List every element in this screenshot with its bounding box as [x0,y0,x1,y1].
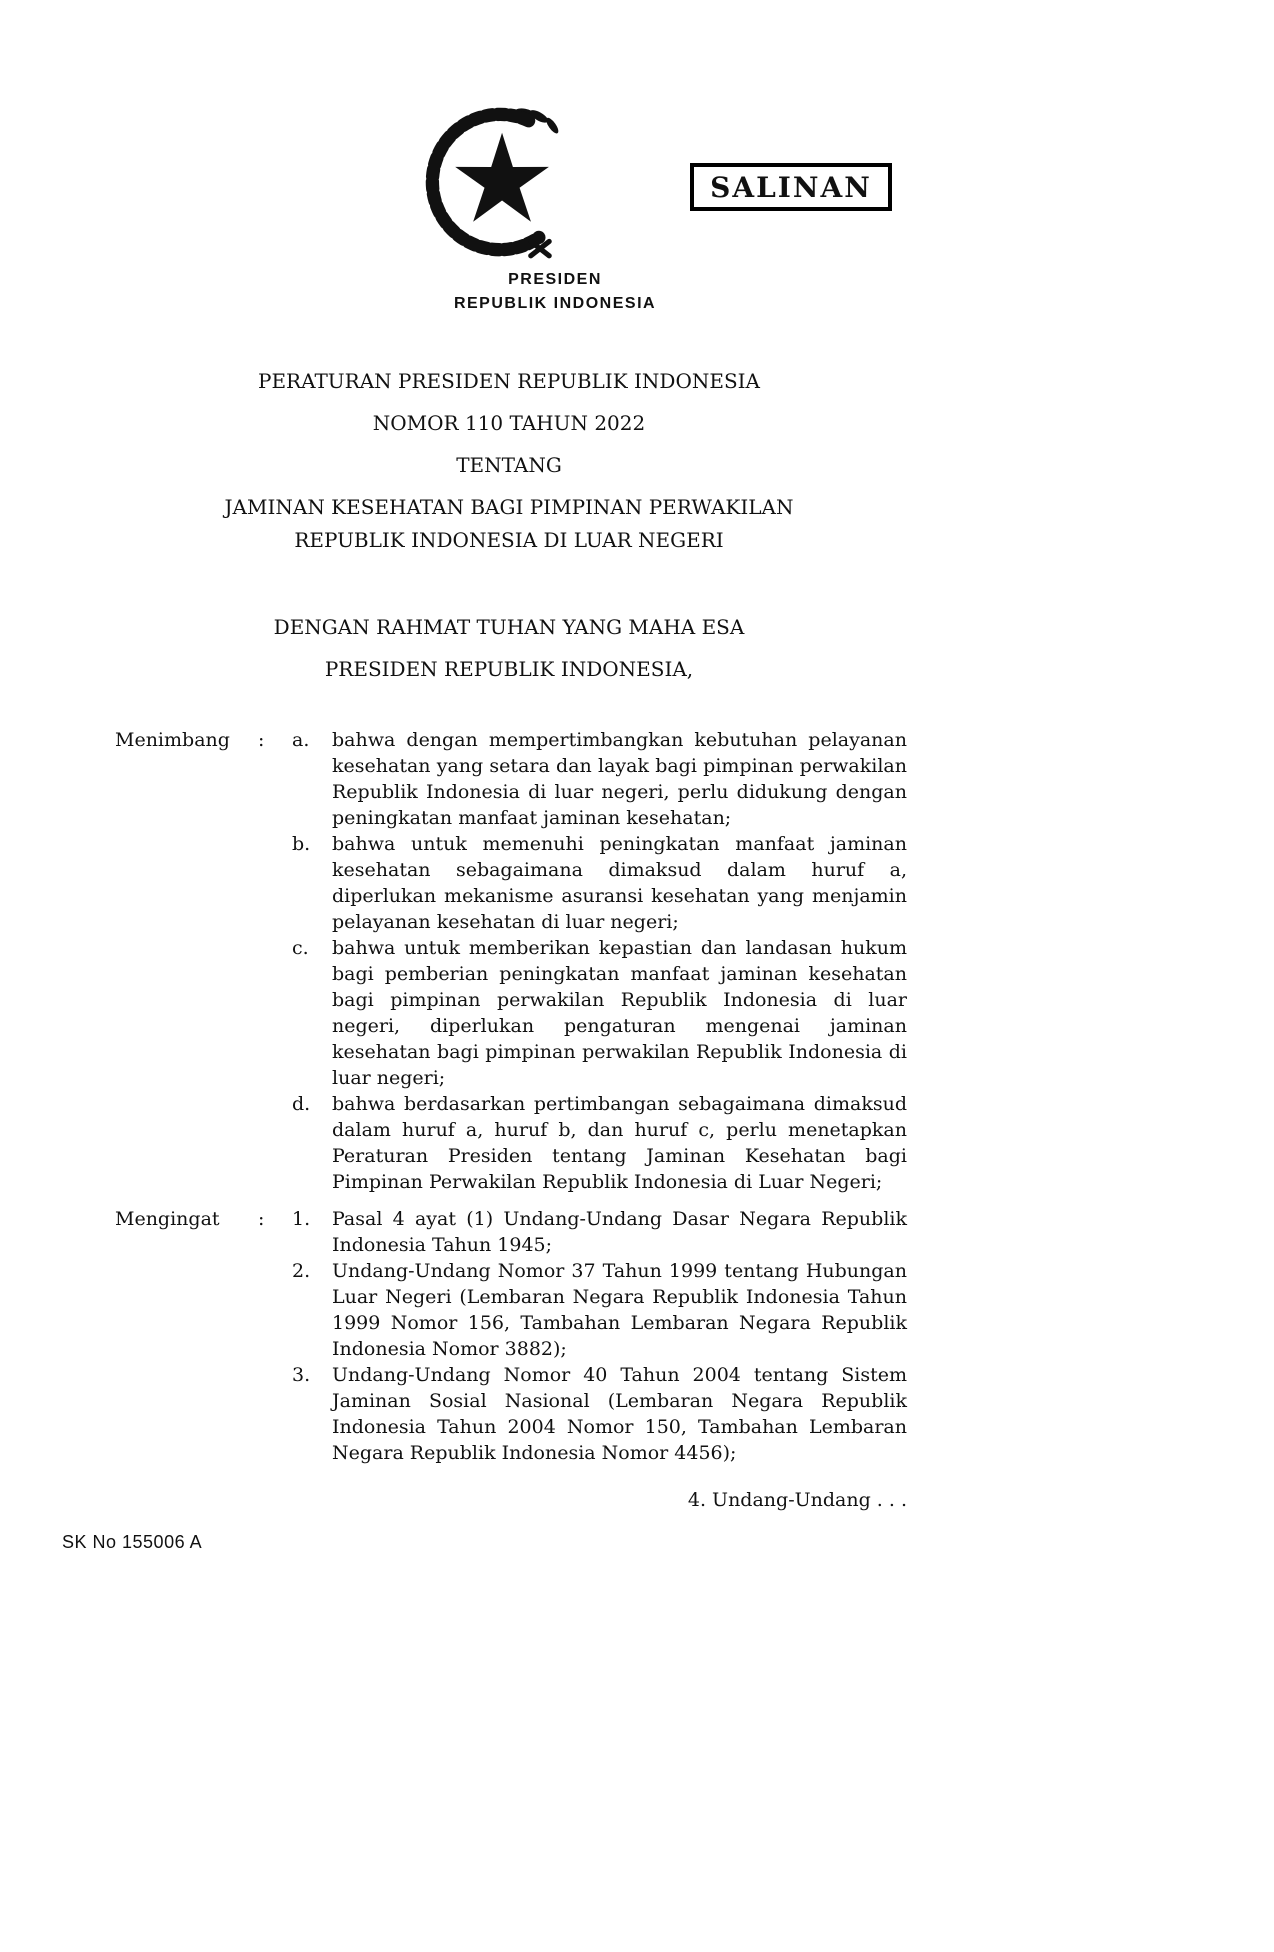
item-text: bahwa dengan mempertimbangkan kebutuhan pelayanan kesehatan yang setara dan layak bagi pimpinan perwakilan Republik Indonesia di luar negeri, perlu didukung dengan peningkatan manfaat jaminan kesehatan; [332,729,907,829]
subject-line-2: REPUBLIK INDONESIA DI LUAR NEGERI [294,528,724,552]
letterhead [375,268,735,316]
list-item [292,1362,907,1466]
regulation-number: NOMOR 110 TAHUN 2022 [372,411,646,435]
regulation-title: PERATURAN PRESIDEN REPUBLIK INDONESIA [257,369,760,393]
considering-items [292,727,907,1195]
item-text: bahwa untuk memberikan kepastian dan landasan hukum bagi pemberian peningkatan manfaat jaminan kesehatan bagi pimpinan perwakilan Republik Indonesia di luar negeri, diperlukan pengaturan mengenai jaminan kesehatan bagi pimpinan perwakilan Republik Indonesia di luar negeri; [332,937,907,1089]
letterhead-presiden: PRESIDEN [508,271,602,288]
list-item [292,831,907,935]
item-marker: 2. [292,1260,311,1282]
item-text: bahwa untuk memenuhi peningkatan manfaat jaminan kesehatan sebagaimana dimaksud dalam huruf a, diperlukan mekanisme asuransi kesehatan yang menjamin pelayanan kesehatan di luar negeri; [332,833,907,933]
letterhead-republik-indonesia: REPUBLIK INDONESIA [453,295,657,312]
list-item [292,1258,907,1362]
subject-line-1: JAMINAN KESEHATAN BAGI PIMPINAN PERWAKILAN [224,495,794,519]
remembering-section [115,1206,907,1466]
salinan-label: SALINAN [710,170,872,204]
authority-line: PRESIDEN REPUBLIK INDONESIA, [324,657,694,681]
considering-label: Menimbang [115,729,230,751]
page-continuation-catchword: 4. Undang-Undang . . . [687,1489,907,1511]
list-item [292,1091,907,1195]
tentang-label: TENTANG [456,453,562,477]
sk-number: SK No 155006 A [62,1532,203,1552]
item-marker: 3. [292,1364,311,1386]
list-item [292,935,907,1091]
considering-section [115,727,907,1195]
presidential-emblem-icon [418,100,582,264]
item-text: Undang-Undang Nomor 37 Tahun 1999 tentang Hubungan Luar Negeri (Lembaran Negara Republik Indonesia Tahun 1999 Nomor 156, Tambahan Lembaran Negara Republik Indonesia Nomor 3882); [332,1260,907,1360]
remembering-label: Mengingat [115,1208,220,1230]
item-marker: 1. [292,1208,311,1230]
item-text: Pasal 4 ayat (1) Undang-Undang Dasar Negara Republik Indonesia Tahun 1945; [332,1208,907,1256]
list-item [292,727,907,831]
list-item [292,1206,907,1258]
remembering-colon: : [258,1208,265,1230]
emblem-svg [418,100,582,264]
item-marker: c. [292,937,309,959]
remembering-items [292,1206,907,1466]
item-text: Undang-Undang Nomor 40 Tahun 2004 tentang Sistem Jaminan Sosial Nasional (Lembaran Negara Republik Indonesia Tahun 2004 Nomor 150, Tambahan Lembaran Negara Republik Indonesia Nomor 4456); [332,1364,907,1464]
item-text: bahwa berdasarkan pertimbangan sebagaimana dimaksud dalam huruf a, huruf b, dan huruf c, perlu menetapkan Peraturan Presiden tentang Jaminan Kesehatan bagi Pimpinan Perwakilan Republik Indonesia di Luar Negeri; [332,1093,907,1193]
invocation-line: DENGAN RAHMAT TUHAN YANG MAHA ESA [273,615,745,639]
salinan-stamp [690,163,892,211]
item-marker: d. [292,1093,311,1115]
title-block [115,370,903,571]
considering-colon: : [258,729,265,751]
item-marker: a. [292,729,310,751]
item-marker: b. [292,833,311,855]
